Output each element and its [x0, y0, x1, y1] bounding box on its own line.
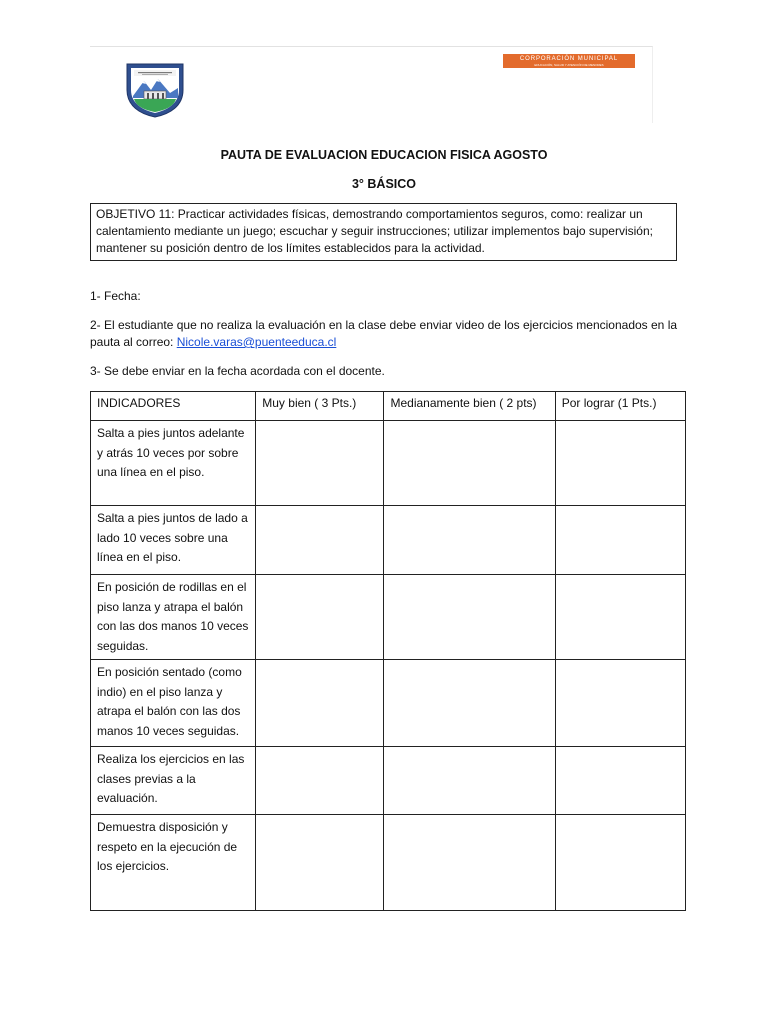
objective-box: OBJETIVO 11: Practicar actividades físicas, demostrando comportamientos seguros, como: realizar un calentamiento mediante un juego; escuchar y seguir instrucciones; utilizar implementos bajo supervisión; mantener su posición dentro de los límites establecidos para la actividad.	[90, 203, 677, 261]
score-cell-medianamente-bien[interactable]	[384, 815, 555, 911]
table-row	[91, 575, 686, 660]
corporacion-municipal-logo	[503, 54, 635, 68]
page-title: PAUTA DE EVALUACION EDUCACION FISICA AGOSTO	[220, 148, 548, 162]
score-cell-por-lograr[interactable]	[555, 815, 685, 911]
table-row	[91, 815, 686, 911]
score-cell-muy-bien[interactable]	[256, 747, 384, 815]
header-indicadores: INDICADORES	[91, 392, 256, 421]
indicator-cell: Realiza los ejercicios en las clases previas a la evaluación.	[91, 747, 256, 815]
score-cell-medianamente-bien[interactable]	[384, 575, 555, 660]
indicator-cell: Salta a pies juntos adelante y atrás 10 veces por sobre una línea en el piso.	[91, 421, 256, 506]
instruction-date: 1- Fecha:	[90, 289, 141, 303]
corp-logo-tagline: EDUCACIÓN, SALUD Y ATENCIÓN DE MENORES	[534, 62, 604, 67]
score-cell-medianamente-bien[interactable]	[384, 506, 555, 575]
score-cell-por-lograr[interactable]	[555, 506, 685, 575]
header-muy-bien: Muy bien ( 3 Pts.)	[256, 392, 384, 421]
score-cell-muy-bien[interactable]	[256, 506, 384, 575]
score-cell-por-lograr[interactable]	[555, 421, 685, 506]
score-cell-medianamente-bien[interactable]	[384, 421, 555, 506]
score-cell-por-lograr[interactable]	[555, 747, 685, 815]
indicator-cell: Demuestra disposición y respeto en la ejecución de los ejercicios.	[91, 815, 256, 911]
indicator-cell: En posición sentado (como indio) en el piso lanza y atrapa el balón con las dos manos 10 veces seguidas.	[91, 660, 256, 747]
score-cell-medianamente-bien[interactable]	[384, 747, 555, 815]
indicator-cell: Salta a pies juntos de lado a lado 10 veces sobre una línea en el piso.	[91, 506, 256, 575]
table-row	[91, 421, 686, 506]
score-cell-muy-bien[interactable]	[256, 815, 384, 911]
instruction-video-text: 2- El estudiante que no realiza la evaluación en la clase debe enviar video de los ejercicios mencionados en la pauta al correo:	[90, 318, 678, 349]
corp-logo-name: CORPORACIÓN MUNICIPAL	[519, 55, 619, 62]
page-subtitle: 3° BÁSICO	[351, 177, 417, 191]
score-cell-por-lograr[interactable]	[555, 660, 685, 747]
score-cell-muy-bien[interactable]	[256, 575, 384, 660]
score-cell-medianamente-bien[interactable]	[384, 660, 555, 747]
score-cell-muy-bien[interactable]	[256, 421, 384, 506]
table-row	[91, 506, 686, 575]
indicator-cell: En posición de rodillas en el piso lanza y atrapa el balón con las dos manos 10 veces seguidas.	[91, 575, 256, 660]
school-crest-logo	[124, 60, 186, 118]
email-link[interactable]: Nicole.varas@puenteeduca.cl	[176, 335, 337, 349]
evaluation-rubric-table	[90, 391, 686, 911]
score-cell-muy-bien[interactable]	[256, 660, 384, 747]
table-row	[91, 747, 686, 815]
header-medianamente-bien: Medianamente bien ( 2 pts)	[384, 392, 555, 421]
header-por-lograr: Por lograr (1 Pts.)	[555, 392, 685, 421]
instruction-deadline: 3- Se debe enviar en la fecha acordada con el docente.	[90, 364, 385, 378]
table-row	[91, 660, 686, 747]
score-cell-por-lograr[interactable]	[555, 575, 685, 660]
table-header-row	[91, 392, 686, 421]
instruction-video	[90, 317, 690, 351]
